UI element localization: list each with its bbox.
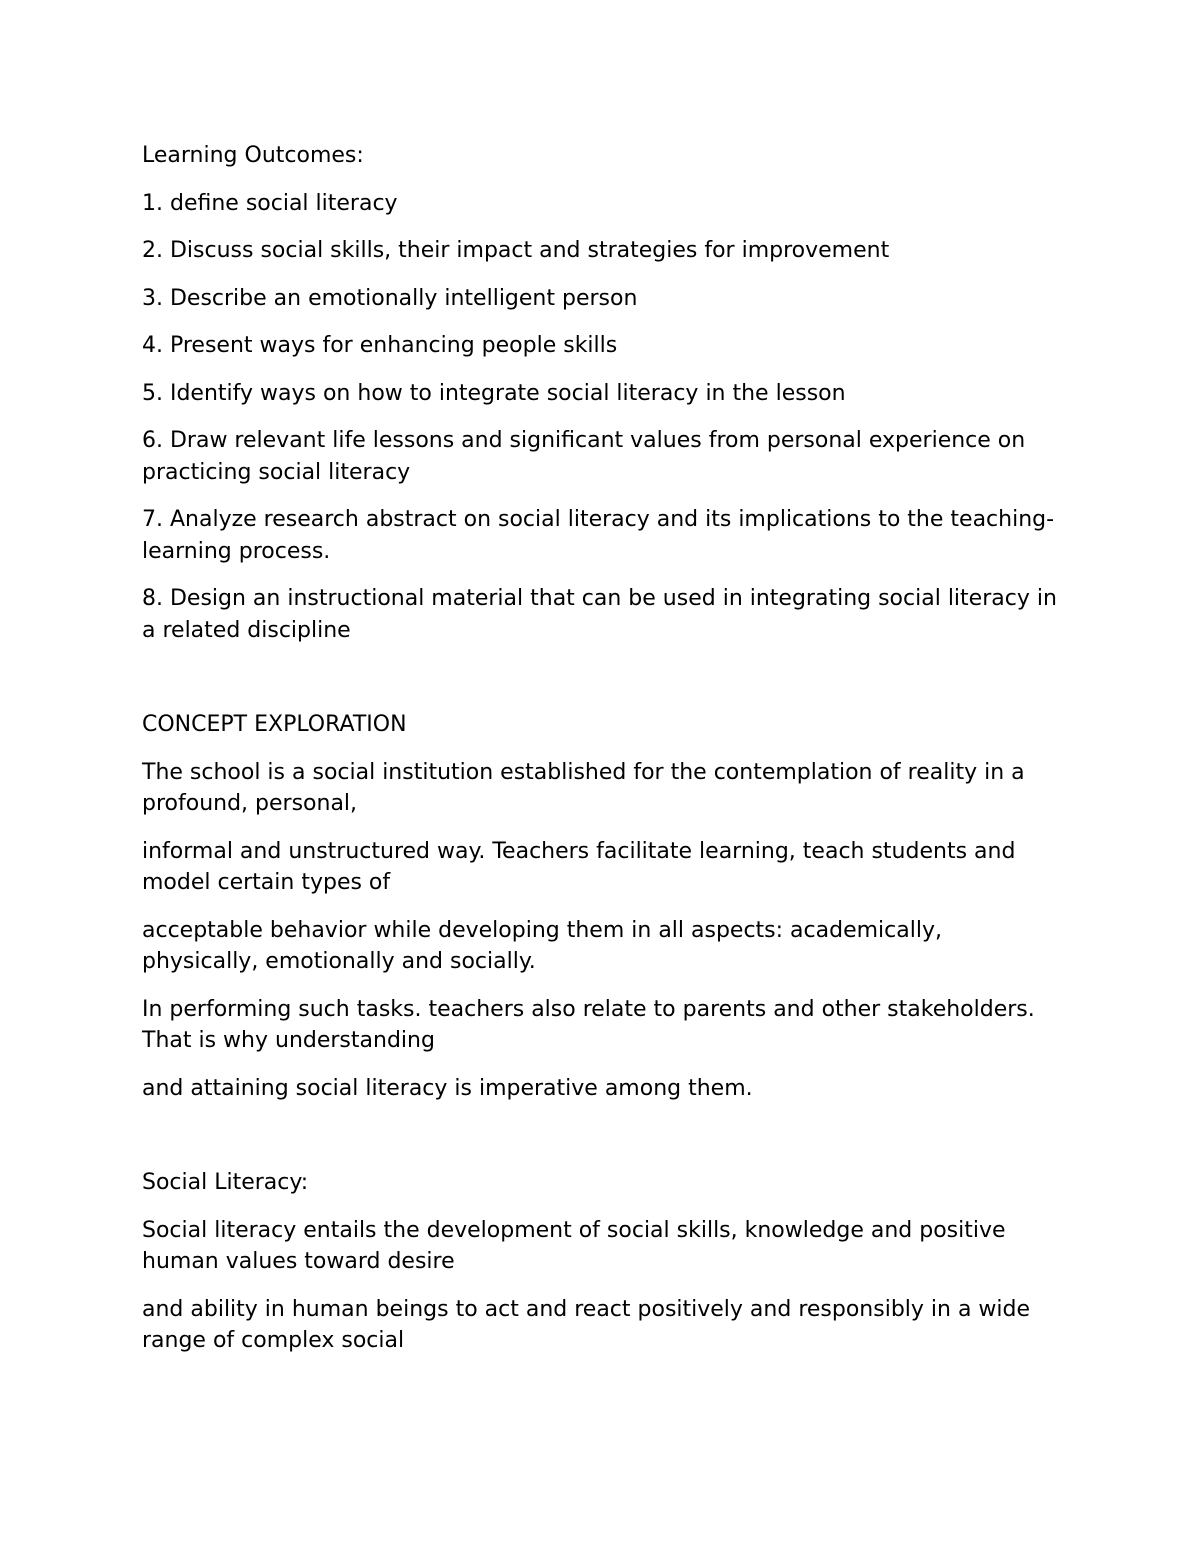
concept-exploration-heading: CONCEPT EXPLORATION [142, 712, 407, 737]
document-body [142, 140, 1057, 1373]
concept-paragraph: In performing such tasks. teachers also relate to parents and other stakeholders. That is why understanding [142, 996, 1035, 1053]
concept-paragraph: and attaining social literacy is imperative among them. [142, 1075, 753, 1101]
learning-outcomes-heading: Learning Outcomes: [142, 143, 364, 168]
outcome-item: 1. define social literacy [142, 190, 398, 216]
outcome-item: 2. Discuss social skills, their impact and strategies for improvement [142, 238, 890, 263]
concept-paragraph: The school is a social institution established for the contemplation of reality in a profound, personal, [142, 759, 1025, 816]
outcome-item: 3. Describe an emotionally intelligent person [142, 285, 638, 311]
outcome-item: 6. Draw relevant life lessons and significant values from personal experience on practicing social literacy [142, 428, 1026, 485]
outcome-item: 4. Present ways for enhancing people skills [142, 333, 618, 358]
section-spacer [142, 662, 1057, 709]
social-literacy-paragraph: and ability in human beings to act and react positively and responsibly in a wide range of complex social [142, 1296, 1031, 1353]
social-literacy-heading: Social Literacy: [142, 1170, 309, 1195]
outcome-item: 7. Analyze research abstract on social literacy and its implications to the teaching-learning process. [142, 507, 1055, 564]
outcome-item: 5. Identify ways on how to integrate social literacy in the lesson [142, 380, 846, 406]
section-spacer [142, 1120, 1057, 1167]
social-literacy-paragraph: Social literacy entails the development of social skills, knowledge and positive human values toward desire [142, 1217, 1006, 1274]
concept-paragraph: acceptable behavior while developing them in all aspects: academically, physically, emotionally and socially. [142, 917, 942, 974]
concept-paragraph: informal and unstructured way. Teachers facilitate learning, teach students and model certain types of [142, 838, 1016, 895]
outcome-item: 8. Design an instructional material that can be used in integrating social literacy in a related discipline [142, 586, 1057, 643]
